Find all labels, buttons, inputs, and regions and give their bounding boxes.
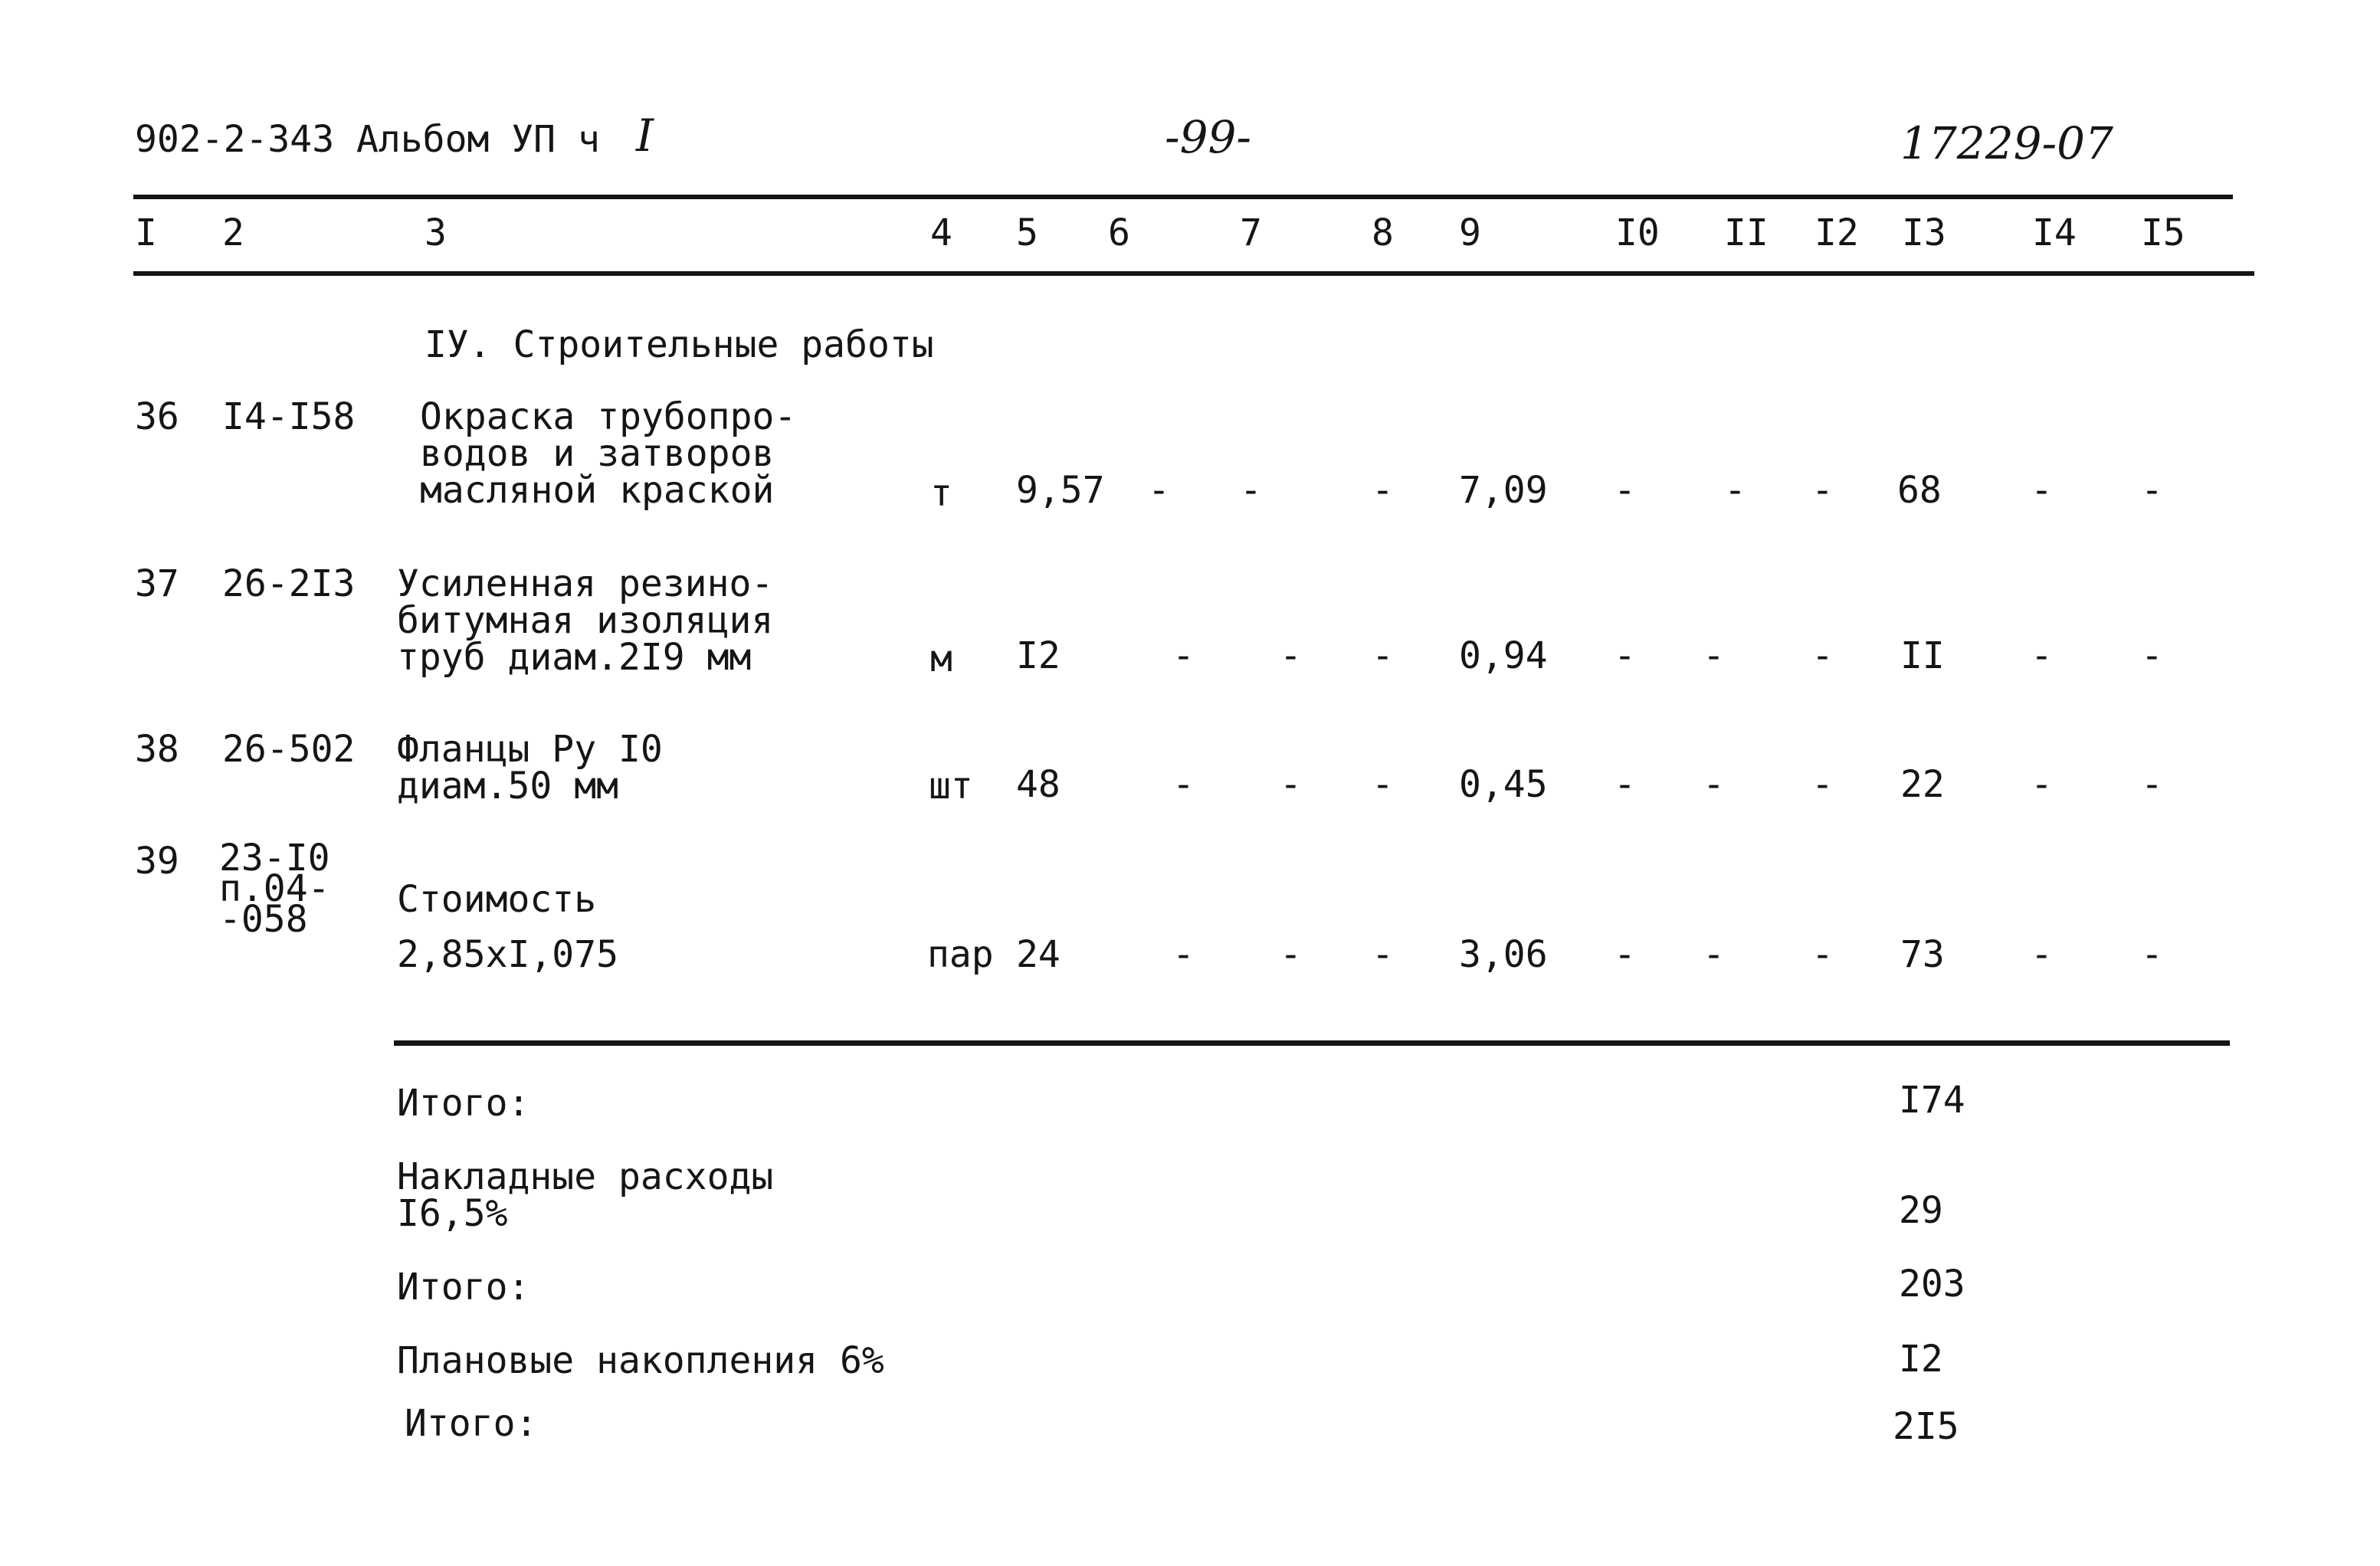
row-col7: - xyxy=(1240,469,1262,512)
row-col15: - xyxy=(2141,634,2163,677)
row-col9: 0,45 xyxy=(1459,763,1548,806)
row-quantity: I2 xyxy=(1016,634,1061,677)
row-unit: т xyxy=(930,472,952,515)
column-number: I4 xyxy=(2032,211,2077,254)
project-number: 17229-07 xyxy=(1900,117,2113,169)
row-number: 37 xyxy=(135,562,179,605)
column-number: 6 xyxy=(1108,211,1130,254)
header-top-rule xyxy=(133,195,2233,199)
total-label: Итого: xyxy=(397,1082,530,1125)
row-col13: 22 xyxy=(1900,763,1945,806)
row-unit: пар xyxy=(927,933,994,976)
column-number: I2 xyxy=(1815,211,1859,254)
row-col6: - xyxy=(1148,469,1170,512)
column-number: 8 xyxy=(1372,211,1394,254)
row-col15: - xyxy=(2141,763,2163,806)
row-col11: - xyxy=(1724,469,1746,512)
row-col8: - xyxy=(1372,933,1394,976)
row-col14: - xyxy=(2031,634,2053,677)
row-col13: II xyxy=(1900,634,1945,677)
header-bottom-rule xyxy=(133,271,2254,276)
row-description: Окраска трубопро- водов и затворов масляной краской xyxy=(420,395,797,512)
section-title: IУ. Строительные работы xyxy=(425,323,934,366)
row-description-title: Стоимость xyxy=(397,878,597,921)
row-col9: 3,06 xyxy=(1459,933,1548,976)
row-col11: - xyxy=(1703,763,1725,806)
column-number: 3 xyxy=(425,211,447,254)
total-label: Итого: xyxy=(397,1266,530,1309)
row-number: 38 xyxy=(135,728,179,771)
row-col7: - xyxy=(1280,634,1302,677)
row-quantity: 24 xyxy=(1016,933,1061,976)
row-unit: м xyxy=(930,637,952,680)
row-number: 36 xyxy=(135,395,179,438)
document-code: 902-2-343 Альбом УП ч xyxy=(135,118,600,161)
row-col10: - xyxy=(1614,634,1636,677)
row-unit: шт xyxy=(929,765,973,808)
overhead-label: Накладные расходы I6,5% xyxy=(397,1155,774,1235)
row-col10: - xyxy=(1614,763,1636,806)
row-col13: 73 xyxy=(1900,933,1945,976)
row-col11: - xyxy=(1703,634,1725,677)
row-col14: - xyxy=(2031,933,2053,976)
row-col14: - xyxy=(2031,469,2053,512)
grand-total-label: Итого: xyxy=(405,1402,538,1445)
row-col6: - xyxy=(1172,763,1195,806)
column-number: 7 xyxy=(1240,211,1262,254)
page-number: -99- xyxy=(1165,111,1251,163)
row-col9: 0,94 xyxy=(1459,634,1548,677)
part-mark: I xyxy=(636,110,654,162)
column-number: I3 xyxy=(1902,211,1946,254)
column-number: 5 xyxy=(1016,211,1038,254)
row-code: 26-2I3 xyxy=(222,562,356,605)
row-col7: - xyxy=(1280,763,1302,806)
row-col8: - xyxy=(1372,763,1394,806)
row-quantity: 9,57 xyxy=(1016,469,1105,512)
overhead-value: 29 xyxy=(1899,1189,1943,1232)
row-number: 39 xyxy=(135,840,179,883)
planned-savings-label: Плановые накопления 6% xyxy=(397,1339,884,1382)
column-number: 9 xyxy=(1459,211,1481,254)
row-description: Фланцы Ру I0 диам.50 мм xyxy=(397,728,663,808)
totals-rule xyxy=(394,1040,2230,1046)
row-description-formula: 2,85xI,075 xyxy=(397,933,618,976)
planned-savings-value: I2 xyxy=(1899,1338,1943,1381)
column-number: I0 xyxy=(1615,211,1660,254)
column-number: I xyxy=(135,211,157,254)
row-col6: - xyxy=(1172,933,1195,976)
row-col9: 7,09 xyxy=(1459,469,1548,512)
row-col8: - xyxy=(1372,634,1394,677)
row-col15: - xyxy=(2141,933,2163,976)
total-value: 203 xyxy=(1899,1263,1965,1306)
row-col10: - xyxy=(1614,469,1636,512)
row-col7: - xyxy=(1280,933,1302,976)
column-number: I5 xyxy=(2141,211,2185,254)
row-col12: - xyxy=(1811,933,1834,976)
column-number: II xyxy=(1724,211,1769,254)
total-value: I74 xyxy=(1899,1079,1965,1122)
row-description: Усиленная резино- битумная изоляция труб диам.2I9 мм xyxy=(397,562,774,679)
column-number: 4 xyxy=(930,211,952,254)
column-number: 2 xyxy=(222,211,244,254)
row-col13: 68 xyxy=(1897,469,1942,512)
row-col6: - xyxy=(1172,634,1195,677)
row-code: 26-502 xyxy=(222,728,356,771)
row-col12: - xyxy=(1811,634,1834,677)
row-quantity: 48 xyxy=(1016,763,1061,806)
row-col15: - xyxy=(2141,469,2163,512)
row-code: 23-I0 п.04- -058 xyxy=(219,837,330,941)
row-col14: - xyxy=(2031,763,2053,806)
row-col12: - xyxy=(1811,469,1834,512)
row-col8: - xyxy=(1372,469,1394,512)
grand-total-value: 2I5 xyxy=(1893,1405,1959,1448)
row-col10: - xyxy=(1614,933,1636,976)
row-col12: - xyxy=(1811,763,1834,806)
row-code: I4-I58 xyxy=(222,395,356,438)
row-col11: - xyxy=(1703,933,1725,976)
